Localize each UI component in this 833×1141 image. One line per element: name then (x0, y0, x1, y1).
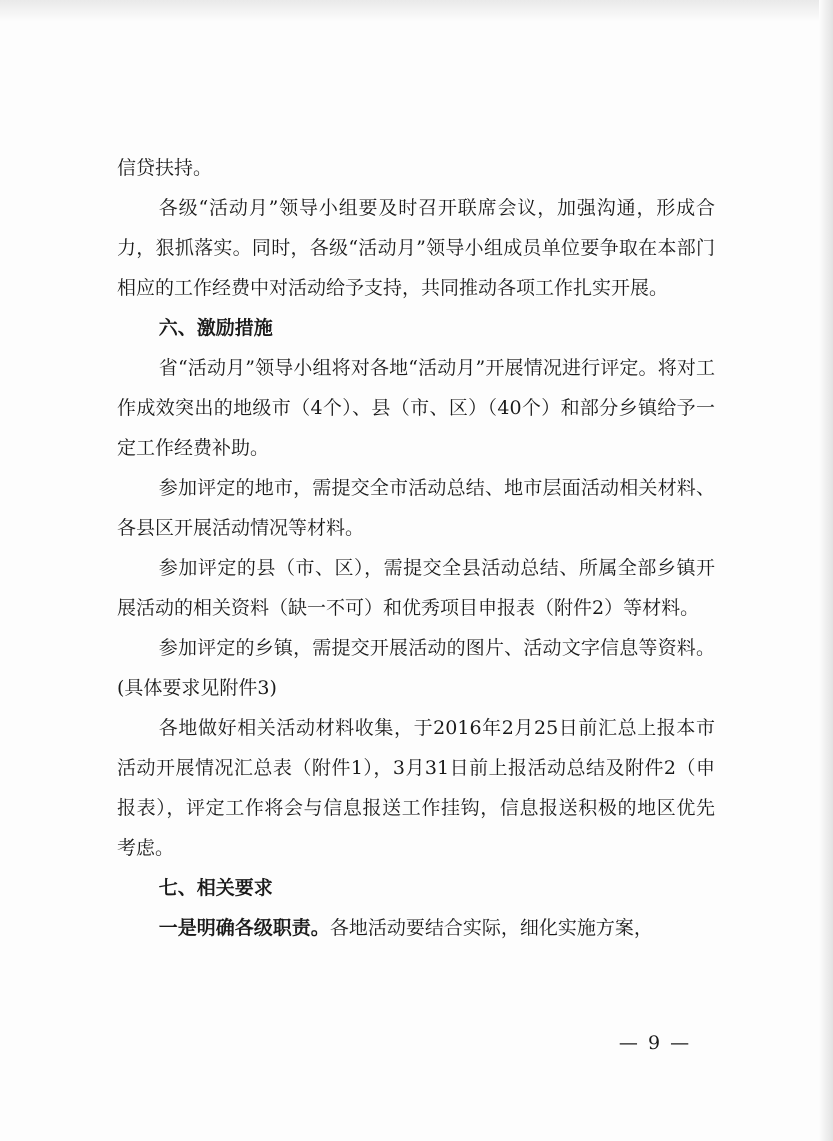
section-heading-7: 七、相关要求 (158, 877, 273, 899)
paragraph-10 (117, 908, 715, 948)
page-number: — 9 — (618, 1032, 692, 1054)
paragraph-4: 省“活动月”领导小组将对各地“活动月”开展情况进行评定。将对工作成效突出的地级市（4个）、县（市、区）（40个）和部分乡镇给予一定工作经费补助。 (117, 357, 715, 459)
paragraph-1: 信贷扶持。 (117, 157, 213, 179)
paragraph-6: 参加评定的县（市、区），需提交全县活动总结、所属全部乡镇开展活动的相关资料（缺一不可）和优秀项目申报表（附件2）等材料。 (117, 557, 715, 619)
scan-edge-top (0, 0, 833, 22)
paragraph-rest: 各地活动要结合实际，细化实施方案， (329, 917, 653, 939)
paragraph-2: 各级“活动月”领导小组要及时召开联席会议，加强沟通，形成合力，狠抓落实。同时，各级“活动月”领导小组成员单位要争取在本部门相应的工作经费中对活动给予支持，共同推动各项工作扎实开展。 (117, 197, 715, 299)
section-heading-6: 六、激励措施 (158, 317, 273, 339)
paragraph-5: 参加评定的地市，需提交全市活动总结、地市层面活动相关材料、各县区开展活动情况等材料。 (117, 477, 715, 539)
paragraph-7: 参加评定的乡镇，需提交开展活动的图片、活动文字信息等资料。(具体要求见附件3) (117, 637, 715, 699)
body-text (117, 148, 715, 948)
paragraph-lead: 一是明确各级职责。 (158, 917, 330, 939)
paragraph-8: 各地做好相关活动材料收集，于2016年2月25日前汇总上报本市活动开展情况汇总表（附件1），3月31日前上报活动总结及附件2（申报表），评定工作将会与信息报送工作挂钩，信息报送积极的地区优先考虑。 (117, 717, 715, 859)
scan-edge-right (819, 0, 833, 1141)
